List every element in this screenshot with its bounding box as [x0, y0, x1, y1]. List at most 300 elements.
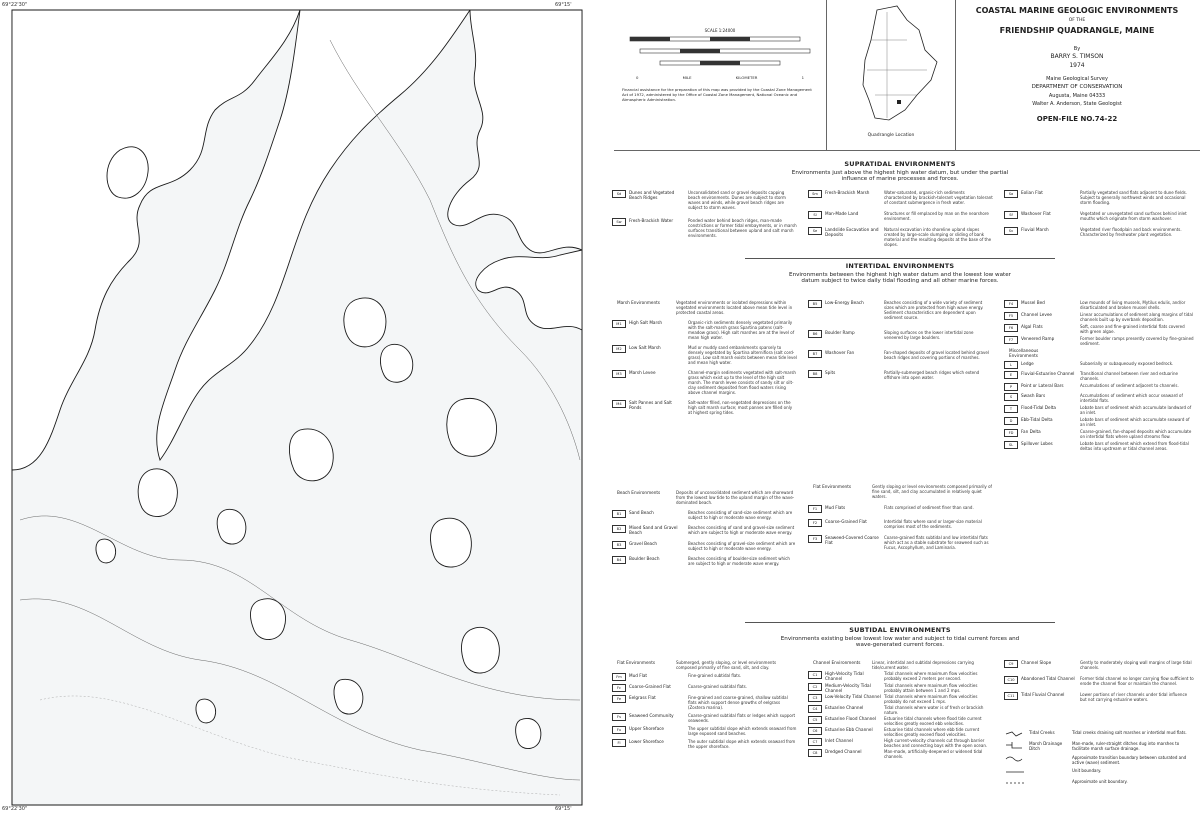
unit-name: Coarse-Grained Flat	[825, 519, 867, 524]
unit-name: Washover Flat	[1021, 211, 1051, 216]
legend-entry	[808, 738, 993, 748]
unit-description: Coarse-grained subtidal flats or ledges which support seaweeds.	[688, 713, 796, 723]
unit-code-box: C2	[808, 683, 822, 691]
legend-entry	[612, 510, 797, 520]
legend-entry	[808, 350, 993, 360]
legend-entry	[1004, 312, 1194, 322]
unit-code-box: Sl	[808, 211, 822, 219]
unit-description: Flats comprised of sediment finer than sand.	[884, 505, 974, 510]
supratidal-desc: Environments just above the highest high water datum, but under the partial influence of marine processes and forces.	[791, 170, 1009, 183]
island	[462, 627, 500, 673]
legend-entry	[1004, 417, 1194, 427]
unit-code-box: Fs	[612, 713, 626, 721]
unit-description: Accumulations of sediment which occur seaward of intertidal flats.	[1080, 392, 1183, 403]
legend-entry	[612, 541, 797, 551]
symbol-icon	[1004, 755, 1026, 763]
org-address: Augusta, Maine 04333	[1048, 93, 1106, 99]
unit-name: Sand Beach	[629, 510, 654, 515]
unit-code-box: Sm	[808, 190, 822, 198]
unit-description: Lobate bars of sediment which accumulate landward of an inlet.	[1080, 404, 1192, 415]
symbol-description: Approximate unit boundary.	[1072, 778, 1128, 784]
legend-entry	[808, 370, 993, 380]
unit-code-box: C10	[1004, 676, 1018, 684]
legend-entry	[1004, 336, 1194, 346]
title-box	[954, 0, 1200, 151]
unit-description: Ponded water behind beach ridges, man-made constrictions or former tidal embayments, or in marsh surfaces transitional between upland and salt marsh environments.	[688, 218, 797, 238]
legend-entry	[612, 525, 797, 536]
unit-code-box: F4	[1004, 300, 1018, 308]
unit-name: Mixed Sand and Gravel Beach	[629, 525, 678, 536]
unit-code-box: B1	[612, 510, 626, 518]
unit-description: Mud or muddy sand embankments sparsely to densely vegetated by Spartina alterniflora (salt cord-grass). Low salt marsh exists between mean tide level and mean high water.	[688, 345, 797, 365]
legend-entry	[808, 211, 993, 221]
unit-name: Eelgrass Flat	[629, 695, 656, 700]
location-caption: Quadrangle Location	[867, 132, 915, 138]
unit-description: Tidal channels where maximum flow velocities probably exceed 2 meters per second.	[884, 671, 978, 681]
unit-name: Marsh Levee	[629, 370, 656, 375]
legend-entry	[808, 716, 993, 726]
unit-code-box: F6	[1004, 324, 1018, 332]
legend-entry	[612, 400, 797, 415]
unit-name: Tidal Fluvial Channel	[1021, 692, 1065, 697]
scale-unit-km: KILOMETER	[735, 74, 758, 80]
island	[217, 509, 246, 544]
unit-name: Veneered Ramp	[1021, 336, 1055, 341]
unit-description: The outer subtidal slope which extends seaward from the upper shoreface.	[688, 739, 796, 749]
unit-description: Beaches consisting of sand and gravel-size sediment which are subject to high or moderate wave energy.	[688, 525, 795, 535]
unit-name: Fan Delta	[1021, 428, 1041, 434]
unit-description: Intertidal flats where sand or larger-size material comprises most of the sediments.	[884, 519, 982, 529]
unit-description: Deposits of unconsolidated sediment which are shoreward from the lowest low tide to the upland margin of the wave-dominated beach.	[676, 490, 795, 505]
unit-name: Mud Flats	[825, 505, 846, 510]
intertidal-col1b	[612, 490, 797, 571]
unit-code-box: S	[1004, 393, 1018, 401]
unit-description: Sloping surfaces on the lower intertidal zone veneered by large boulders.	[884, 330, 974, 340]
unit-code-box: Fe	[612, 695, 626, 703]
unit-code-box: B4	[612, 556, 626, 564]
unit-description: Subaerially or subaqueously exposed bedrock.	[1080, 360, 1174, 366]
open-file-no: OPEN-FILE NO.74-22	[1036, 114, 1118, 123]
legend-entry	[612, 300, 797, 315]
legend-entry	[1004, 190, 1194, 205]
legend-entry	[612, 490, 797, 505]
legend-entry	[808, 694, 993, 704]
intertidal-col2b	[808, 484, 993, 556]
legend-entry	[1004, 227, 1194, 237]
subtidal-col2	[808, 660, 993, 760]
supratidal-title: SUPRATIDAL ENVIRONMENTS	[844, 160, 956, 168]
legend-entry	[808, 330, 993, 340]
legend-entry	[808, 749, 993, 759]
unit-code-box: B2	[612, 525, 626, 533]
unit-code-box: M1	[612, 320, 626, 328]
legend-entry	[612, 370, 797, 395]
unit-name: Swash Bars	[1021, 392, 1046, 398]
legend-entry	[1004, 676, 1194, 686]
unit-description: Soft, coarse and fine-grained intertidal flats covered with green algae.	[1080, 324, 1185, 334]
unit-description: Coarse-grained subtidal flats.	[688, 684, 747, 689]
unit-code-box: B8	[808, 370, 822, 378]
intertidal-col1	[612, 300, 797, 420]
unit-name: Algal Flats	[1021, 324, 1043, 329]
unit-name: Estuarine Channel	[825, 705, 864, 710]
unit-name: Estuarine Flood Channel	[825, 716, 877, 721]
unit-description: Channel-margin sediments vegetated with salt-marsh grass which exist up to the level of the high salt marsh. The marsh levee consists of sandy silt or silt-clay sediment deposited from flood waters rising above channel margins.	[688, 370, 796, 395]
unit-description: Organic-rich sediments densely vegetated primarily with the salt-marsh grass Spartina patens (salt-meadow grass). High salt marshes are at the level of mean high water.	[688, 320, 795, 340]
org-survey: Maine Geological Survey	[1046, 75, 1108, 82]
unit-name: Eolian Flat	[1021, 190, 1043, 195]
unit-name: Fresh-Brackish Marsh	[825, 190, 870, 195]
title-line2: FRIENDSHIP QUADRANGLE, MAINE	[999, 25, 1155, 35]
unit-description: Unconsolidated sand or gravel deposits capping beach environments. Dunes are subject to storm waves and winds, while gravel beach ridges are subject to storm waves.	[688, 190, 786, 210]
year: 1974	[1069, 62, 1085, 70]
island	[250, 599, 285, 640]
unit-code-box	[612, 490, 614, 496]
legend-entry	[1004, 405, 1194, 415]
unit-code-box: L	[1004, 361, 1018, 369]
unit-description: Estuarine tidal channels where flood tide current velocities greatly exceed ebb velocities.	[884, 716, 982, 726]
unit-code-box: C6	[808, 727, 822, 735]
symbol-name	[1029, 779, 1069, 787]
unit-name: Landslide Excavation and Deposits	[825, 227, 879, 238]
unit-name: Mud Flat	[629, 673, 648, 678]
unit-name: Seaweed-Covered Coarse Flat	[825, 535, 879, 546]
legend-entry	[612, 218, 797, 238]
unit-code-box: Fc	[612, 684, 626, 692]
legend-entry	[808, 705, 993, 715]
supratidal-col1	[612, 190, 797, 246]
unit-code-box: B6	[808, 330, 822, 338]
unit-name: Channel Slope	[1021, 660, 1052, 665]
legend-entry	[1004, 361, 1194, 369]
symbol-icon	[1004, 768, 1026, 776]
unit-name: Seaweed Community	[629, 713, 674, 718]
legend-entry	[808, 535, 993, 550]
unit-code-box: F1	[808, 505, 822, 513]
unit-description: Lower portions of river channels under tidal influence but not carrying estuarine waters.	[1080, 692, 1188, 702]
unit-name: Low Salt Marsh	[629, 345, 661, 350]
unit-name: Man-Made Land	[825, 211, 859, 216]
legend-entry	[1004, 348, 1194, 359]
unit-code-box: Sf	[1004, 211, 1018, 219]
legend-entry	[1004, 692, 1194, 702]
unit-code-box: C7	[808, 738, 822, 746]
unit-description: Beaches consisting of a wide variety of sediment sizes which are protected from high wave energy. Sediment characteristics are dependent upon sediment source.	[884, 300, 984, 320]
legend-entry	[612, 345, 797, 365]
unit-name: Gravel Beach	[629, 540, 658, 546]
symbol-icon	[1004, 779, 1026, 787]
unit-description: Vegetated or unvegetated sand surfaces behind inlet mouths which originate from storm washover.	[1080, 211, 1187, 221]
legend-entry	[612, 320, 797, 340]
unit-description: Partially vegetated sand flats adjacent to dune fields. Subject to generally northwest winds and occasional storm flooding.	[1080, 190, 1187, 205]
scale-tick-0: 0	[636, 74, 639, 80]
intertidal-col3	[1004, 300, 1194, 453]
byline: By	[1073, 45, 1081, 52]
unit-name: Spillover Lobes	[1021, 440, 1053, 446]
title-line1: COASTAL MARINE GEOLOGIC ENVIRONMENTS	[975, 6, 1179, 15]
symbol-icon	[1004, 730, 1026, 738]
unit-code-box: F3	[808, 535, 822, 543]
unit-code-box: FD	[1004, 429, 1018, 437]
unit-description: Submerged, gently sloping, or level environments composed primarily of fine sand, silt, and clay.	[676, 660, 777, 670]
scale-unit-mile: MILE	[682, 74, 692, 80]
legend-entry	[808, 505, 993, 513]
unit-name: Boulder Beach	[629, 555, 660, 561]
unit-code-box	[808, 660, 810, 666]
unit-description: Gently sloping or level environments composed primarily of fine sand, silt, and clay accumulated in relatively quiet waters.	[872, 484, 992, 499]
unit-description	[1068, 348, 1194, 359]
legend-entry	[612, 726, 797, 736]
unit-name: Inlet Channel	[825, 738, 853, 743]
unit-code-box: T	[1004, 405, 1018, 413]
unit-name: Fluvial-Estuarine Channel	[1021, 370, 1075, 376]
scale-label: SCALE 1:24000	[704, 28, 736, 33]
map-canvas	[0, 0, 595, 815]
unit-name: Spits	[825, 370, 836, 375]
unit-code-box: Sa	[1004, 190, 1018, 198]
symbol-entry	[1004, 741, 1194, 752]
unit-code-box	[612, 660, 614, 666]
unit-name: Ebb-Tidal Delta	[1021, 416, 1053, 422]
island	[96, 539, 116, 563]
unit-name: Abandoned Tidal Channel	[1021, 676, 1075, 681]
legend-entry	[612, 556, 797, 566]
legend-entry	[808, 519, 993, 529]
symbol-icon	[1004, 741, 1026, 749]
unit-code-box: C4	[808, 705, 822, 713]
legend-entry	[808, 660, 993, 670]
unit-code-box: Se	[808, 227, 822, 235]
unit-code-box: D	[1004, 417, 1018, 425]
unit-code-box: C3	[808, 694, 822, 702]
unit-description: Water-saturated, organic-rich sediments characterized by brackish-tolerant vegetation tolerant of constant submergence in fresh water.	[884, 190, 993, 205]
org-geologist: Walter A. Anderson, State Geologist	[1032, 101, 1122, 108]
unit-name: Flat Environments	[813, 484, 852, 489]
unit-name: Flood-Tidal Delta	[1021, 404, 1056, 410]
unit-code-box: C11	[1004, 692, 1018, 700]
island	[344, 298, 386, 347]
coord-bottom-left: 69°22'30"	[2, 806, 28, 812]
legend-entry	[1004, 300, 1194, 310]
supratidal-col2	[808, 190, 993, 253]
unit-description: Transitional channel between river and estuarine channels.	[1080, 370, 1178, 381]
legend-entry	[612, 713, 797, 723]
unit-code-box: C1	[808, 671, 822, 679]
unit-description: Structures or fill emplaced by man on the nearshore environment.	[884, 211, 989, 221]
unit-name: Miscellaneous Environments	[1009, 348, 1039, 359]
unit-code-box: M4	[612, 400, 626, 408]
unit-description: Natural excavation into shoreline upland slopes created by large-scale slumping or sliding of bank material and the resulting deposits at the base of the slopes.	[884, 227, 992, 247]
credit-text: Financial assistance for the preparation of this map was provided by the Coastal Zone Management Act of 1972, administered by the Office of Coastal Zone Management, National Oceanic and Atmospheric Administration.	[622, 87, 812, 103]
unit-code-box: C9	[1004, 660, 1018, 668]
unit-code-box: P	[1004, 383, 1018, 391]
coord-bottom-right: 69°15'	[555, 806, 572, 812]
unit-code-box: B5	[808, 300, 822, 308]
scale-tick-1: 1	[801, 74, 804, 80]
unit-description: The upper subtidal slope which extends seaward from large exposed sand beaches.	[688, 726, 797, 736]
unit-description: Partially-submerged beach ridges which extend offshore into open water.	[884, 370, 980, 380]
unit-name: Channel Environments	[813, 660, 861, 665]
legend-entry	[808, 484, 993, 499]
unit-name: High-Velocity Tidal Channel	[825, 671, 864, 682]
unit-description: Beaches consisting of sand-size sediment which are subject to high or moderate wave energy.	[688, 510, 793, 520]
unit-code-box: Sv	[1004, 227, 1018, 235]
unit-name: Estuarine Ebb Channel	[825, 727, 873, 732]
island	[196, 699, 216, 723]
unit-name: Coarse-Grained Flat	[629, 684, 671, 689]
intertidal-desc: Environments between the highest high water datum and the lowest low water datum subject to twice daily tidal flooding and all other marine forces.	[789, 272, 1011, 285]
unit-code-box: Fu	[612, 726, 626, 734]
unit-name: Low-Velocity Tidal Channel	[825, 694, 881, 699]
unit-description: High current-velocity channels cut through barrier beaches and connecting bays with the open ocean.	[884, 738, 988, 748]
island	[430, 518, 471, 567]
unit-name: Mussel Bed	[1021, 300, 1045, 305]
island	[516, 718, 541, 748]
unit-description: Accumulations of sediment adjacent to channels.	[1080, 382, 1179, 388]
unit-name: Fluvial Marsh	[1021, 227, 1049, 232]
legend-entry	[808, 671, 993, 682]
unit-code-box: M3	[612, 370, 626, 378]
legend-entry	[612, 673, 797, 681]
subtidal-col1	[612, 660, 797, 752]
unit-description: Tidal channels where maximum flow velocities probably attain between 1 and 2 mps.	[884, 682, 978, 693]
unit-description: Former tidal channel no longer carrying flow sufficient to erode the channel floor or maintain the channel.	[1080, 676, 1194, 686]
unit-name: Point or Lateral Bars	[1021, 382, 1064, 388]
title-of: OF THE	[1068, 18, 1086, 23]
unit-name: Marsh Environments	[617, 300, 660, 305]
unit-description: Linear, intertidal and subtidal depressions carrying tide/current water.	[872, 660, 974, 670]
unit-description: Beaches consisting of boulder-size sediment which are subject to high or moderate wave energy.	[688, 555, 790, 566]
unit-name: Lower Shoreface	[629, 739, 664, 744]
unit-code-box: SL	[1004, 441, 1018, 449]
legend-entry	[1004, 429, 1194, 439]
subtidal-col3	[1004, 660, 1194, 708]
symbol-entry	[1004, 730, 1194, 738]
legend-panel	[600, 0, 1200, 815]
unit-description: Tidal channels where maximum flow velocities probably do not exceed 1 mps.	[884, 694, 978, 704]
unit-description: Coarse-grained flats subtidal and low intertidal flats which act as a stable substrate for seaweed such as Fucus, Ascophyllum, and Laminaria.	[884, 535, 989, 550]
unit-description: Former boulder ramps presently covered by fine-grained sediment.	[1080, 336, 1194, 346]
unit-description: Fine-grained and coarse-grained, shallow subtidal flats which support dense growths of eelgrass (Zostera marina).	[688, 695, 788, 710]
symbol-description: Man-made, ruler-straight ditches dug into marshes to facilitate marsh surface drainage.	[1072, 741, 1180, 751]
legend-entry	[1004, 393, 1194, 403]
divider	[745, 258, 1055, 259]
unit-description: Lobate bars of sediment which extend from flood-tidal deltas into upstream or tidal channel areas.	[1080, 440, 1189, 451]
unit-description: Coarse-grained, fan-shaped deposits which accumulate on intertidal flats where upland streams flow.	[1080, 428, 1192, 439]
scale-box	[614, 0, 826, 151]
unit-description: Salt-water filled, non-vegetated depressions on the high salt marsh surface; most pannes are filled only at highest spring tides.	[688, 400, 793, 415]
unit-description: Gently to moderately sloping wall margins of large tidal channels.	[1080, 660, 1192, 670]
unit-code-box: F5	[1004, 312, 1018, 320]
unit-description: Man-made, artificially-deepened or widened tidal channels.	[884, 749, 983, 759]
legend-entry	[1004, 324, 1194, 334]
author: BARRY S. TIMSON	[1050, 52, 1104, 60]
unit-code-box: B3	[612, 541, 626, 549]
legend-entry	[612, 684, 797, 692]
unit-name: Salt Pannes and Salt Ponds	[629, 400, 672, 411]
subtidal-title: SUBTIDAL ENVIRONMENTS	[849, 626, 951, 634]
map-symbols	[1004, 730, 1194, 790]
legend-entry	[808, 190, 993, 205]
geologic-map	[0, 0, 595, 815]
legend-entry	[1004, 383, 1194, 391]
unit-name: Boulder Ramp	[825, 330, 855, 335]
symbol-name	[1029, 768, 1069, 776]
unit-name: Ledge	[1021, 360, 1034, 366]
legend-entry	[1004, 371, 1194, 381]
unit-code-box: Fm	[612, 673, 626, 681]
legend-entry	[808, 300, 993, 320]
unit-description: Fine-grained subtidal flats.	[688, 673, 742, 678]
unit-name: Medium-Velocity Tidal Channel	[825, 682, 871, 693]
coord-top-left: 69°22'30"	[2, 2, 28, 8]
legend-entry	[612, 190, 797, 210]
unit-code-box: Fl	[612, 739, 626, 747]
unit-name: Dredged Channel	[825, 749, 862, 754]
legend-entry	[612, 739, 797, 749]
unit-code-box: M2	[612, 345, 626, 353]
symbol-entry	[1004, 779, 1194, 787]
unit-description: Beaches consisting of gravel-size sediment which are subject to high or moderate wave energy.	[688, 540, 796, 551]
supratidal-col3	[1004, 190, 1194, 243]
unit-code-box: Sd	[612, 190, 626, 198]
legend-entry	[808, 683, 993, 694]
symbol-name: Tidal Creeks	[1029, 730, 1055, 735]
unit-name: Flat Environments	[617, 660, 656, 665]
location-box	[826, 0, 956, 151]
unit-name: Beach Environments	[617, 490, 661, 495]
quadrangle-marker	[897, 100, 901, 104]
legend-entry	[1004, 660, 1194, 670]
unit-description: Vegetated environments or isolated depressions within vegetated environments located above mean tide level in protected coastal areas.	[676, 300, 793, 315]
unit-name: Upper Shoreface	[629, 726, 665, 731]
unit-name: Channel Levee	[1021, 312, 1052, 317]
legend-entry	[1004, 441, 1194, 451]
unit-code-box: C8	[808, 749, 822, 757]
unit-description: Vegetated river floodplain and back environments. Characterized by freshwater plant vegetation.	[1080, 227, 1182, 237]
coord-top-right: 69°15'	[555, 2, 572, 8]
symbol-name	[1029, 755, 1069, 765]
org-dept: DEPARTMENT OF CONSERVATION	[1031, 84, 1123, 91]
legend-entry	[1004, 211, 1194, 221]
unit-description: Estuarine tidal channels where ebb tide current velocities greatly exceed flood velocities.	[884, 727, 980, 737]
unit-name: Fresh-Brackish Water	[629, 218, 674, 223]
unit-name: Low-Energy Beach	[825, 300, 864, 305]
unit-name: High Salt Marsh	[629, 320, 663, 325]
divider	[745, 622, 1055, 623]
unit-code-box	[1004, 348, 1006, 354]
symbol-name: Marsh Drainage Ditch	[1029, 741, 1063, 752]
unit-code-box	[612, 300, 614, 306]
unit-code-box: B7	[808, 350, 822, 358]
unit-description: Tidal channels where water is of fresh or brackish nature.	[884, 705, 984, 715]
island	[138, 469, 177, 517]
symbol-description: Tidal creeks draining salt marshes or intertidal mud flats.	[1072, 730, 1187, 735]
unit-name: Dunes and Vegetated Beach Ridges	[629, 190, 675, 201]
island	[447, 398, 497, 456]
unit-code-box	[808, 484, 810, 490]
unit-description: Low mounds of living mussels, Mytilus edulis, and/or disarticulated and broken mussel shells.	[1080, 300, 1186, 310]
unit-code-box: Sw	[612, 218, 626, 226]
legend-entry	[612, 695, 797, 710]
legend-entry	[808, 227, 993, 247]
subtidal-desc: Environments existing below lowest low water and subject to tidal current forces and wave-generated current forces.	[780, 636, 1020, 649]
intertidal-title: INTERTIDAL ENVIRONMENTS	[845, 262, 955, 270]
legend-entry	[808, 727, 993, 737]
legend-entry	[612, 660, 797, 670]
unit-description: Linear accumulations of sediment along margins of tidal channels built up by overbank deposition.	[1080, 312, 1193, 322]
scale-bar	[620, 33, 820, 73]
